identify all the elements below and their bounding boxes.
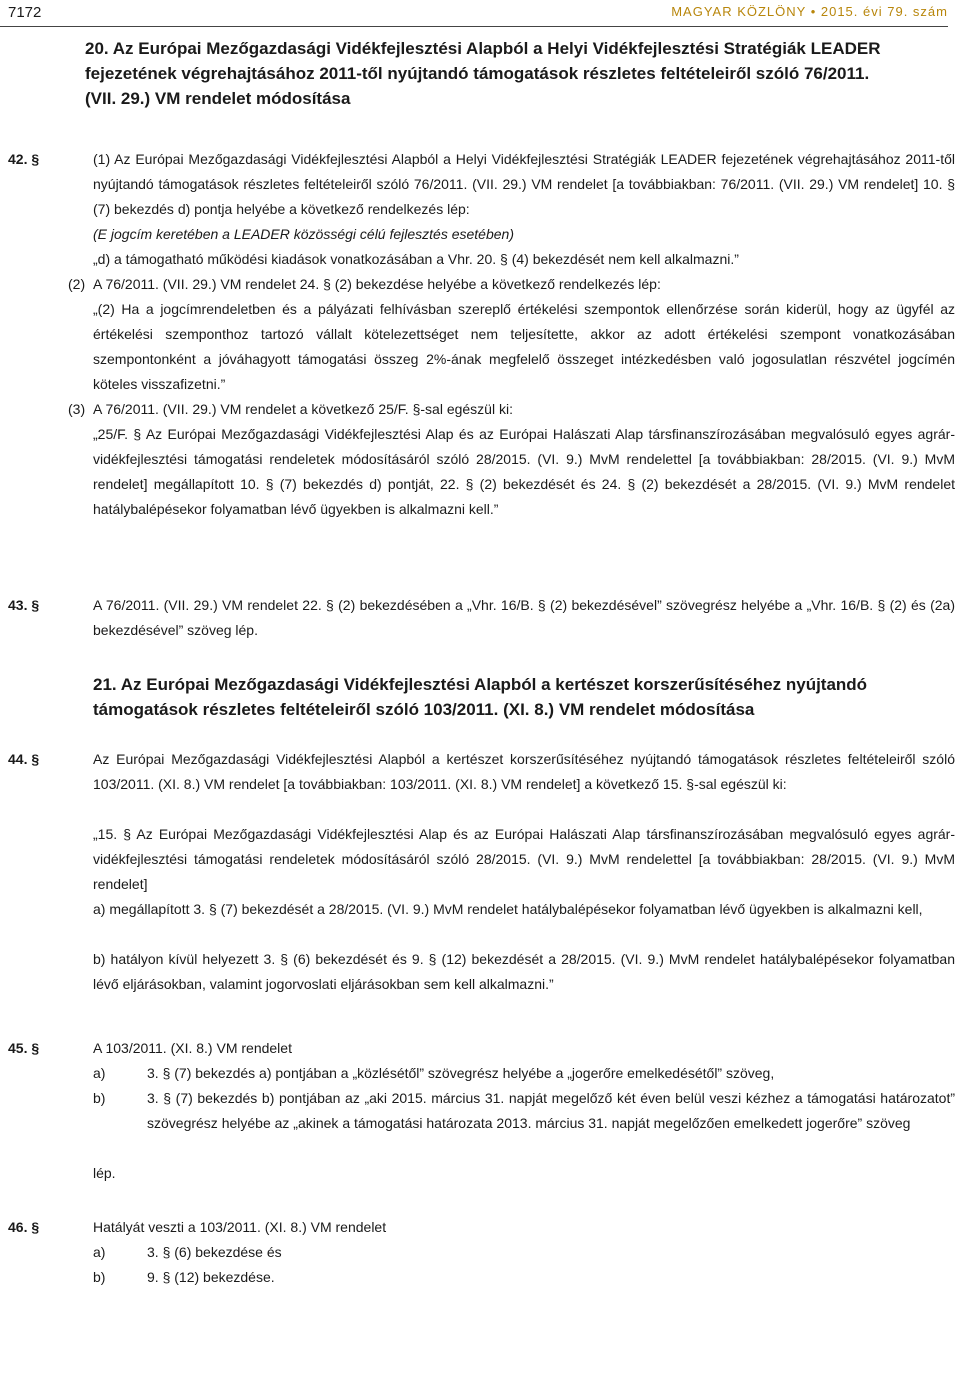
paragraph-42-3-quote: „25/F. § Az Európai Mezőgazdasági Vidékfejlesztési Alap és az Európai Halászati Alap társfinanszírozásában megvalósuló egyes agrár-vidékfejlesztési támogatási rendeletek módosításáról szóló 28/2015. (VI. 9.) MvM rendelettel [a továbbiakban: 28/2015. (VI. 9.) MvM rendelet] megállapított 10. § (7) bekezdés d) pontját, 22. § (2) bekezdését és 24. § (2) bekezdését a 28/2015. (VI. 9.) MvM rendelet hatálybalépésekor folyamatban lévő ügyekben is alkalmazni kell.” [93,426,955,517]
paragraph-46-point-b: 9. § (12) bekezdése. [147,1269,275,1285]
paragraph-43-number: 43. § [8,597,40,613]
journal-title: MAGYAR KÖZLÖNY • 2015. évi 79. szám [671,4,948,19]
paragraph-46-b-label: b) [93,1269,106,1285]
paragraph-42-2-quote: „(2) Ha a jogcímrendeletben és a pályázati felhívásban szereplő értékelési szempontok ellenőrzése során kiderül, hogy az ügyfél az értékelési szemponthoz tartozó vállalt kötelezettséget nem teljesítette, akkor az adott értékelési szempont vonatkozásában szempontonként a jóváhagyott támogatási összeg 2%-ának megfelelő összeget intézkedésben való jogosulatlan részvétel jogcímén köteles visszafizetni.” [93,301,955,392]
paragraph-42-1-italic: (E jogcím keretében a LEADER közösségi célú fejlesztés esetében) [93,226,514,242]
paragraph-44-quote: „15. § Az Európai Mezőgazdasági Vidékfejlesztési Alap és az Európai Halászati Alap társfinanszírozásában megvalósuló egyes agrár-vidékfejlesztési támogatási rendeletek módosításáról szóló 28/2015. (VI. 9.) MvM rendelettel [a továbbiakban: 28/2015. (VI. 9.) MvM rendelet] [93,826,955,892]
paragraph-42-1-quote: „d) a támogatható működési kiadások vonatkozásában a Vhr. 20. § (4) bekezdését nem kell alkalmazni.” [93,251,739,267]
paragraph-42-2-label: (2) [68,276,86,292]
paragraph-44-point-a: a) megállapított 3. § (7) bekezdését a 28/2015. (VI. 9.) MvM rendelet hatálybalépésekor folyamatban lévő ügyekben is alkalmazni kell, [93,901,923,917]
paragraph-44-point-b: b) hatályon kívül helyezett 3. § (6) bekezdését és 9. § (12) bekezdését a 28/2015. (VI. 9.) MvM rendelet hatálybalépésekor folyamatban lévő eljárásokban, valamint jogorvoslati eljárásokban sem kell alkalmazni.” [93,951,955,992]
paragraph-45-point-a: 3. § (7) bekezdés a) pontjában a „közlésétől” szövegrész helyébe a „jogerőre emelkedésétől” szöveg, [147,1065,775,1081]
paragraph-46-intro: Hatályát veszti a 103/2011. (XI. 8.) VM rendelet [93,1219,387,1235]
paragraph-42-1-text: (1) Az Európai Mezőgazdasági Vidékfejlesztési Alapból a Helyi Vidékfejlesztési Stratégiák LEADER fejezetének végrehajtásához 2011-től nyújtandó támogatások részletes feltételeiről szóló 76/2011. (VII. 29.) VM rendelet [a továbbiakban: 76/2011. (VII. 29.) VM rendelet] 10. § (7) bekezdés d) pontja helyébe a következő rendelkezés lép: [93,151,955,217]
header-divider [0,26,948,27]
paragraph-46-number: 46. § [8,1219,40,1235]
page-number: 7172 [8,4,42,21]
paragraph-46-a-label: a) [93,1244,106,1260]
paragraph-45-a-label: a) [93,1065,106,1081]
paragraph-42-2-text: A 76/2011. (VII. 29.) VM rendelet 24. § (2) bekezdése helyébe a következő rendelkezés lép: [93,276,661,292]
paragraph-44-number: 44. § [8,751,40,767]
paragraph-42-3-text: A 76/2011. (VII. 29.) VM rendelet a következő 25/F. §-sal egészül ki: [93,401,513,417]
paragraph-45-intro: A 103/2011. (XI. 8.) VM rendelet [93,1040,292,1056]
paragraph-45-number: 45. § [8,1040,40,1056]
paragraph-45-b-label: b) [93,1090,106,1106]
paragraph-44-text: Az Európai Mezőgazdasági Vidékfejlesztési Alapból a kertészet korszerűsítéséhez nyújtandó támogatások részletes feltételeiről szóló 103/2011. (XI. 8.) VM rendelet [a továbbiakban: 103/2011. (XI. 8.) VM rendelet] a következő 15. §-sal egészül ki: [93,751,955,792]
section-21-title: 21. Az Európai Mezőgazdasági Vidékfejlesztési Alapból a kertészet korszerűsítéséhez nyújtandó támogatások részletes feltételeiről szóló 103/2011. (XI. 8.) VM rendelet módosítása [93,675,868,719]
paragraph-45-end: lép. [93,1165,116,1181]
paragraph-42-3-label: (3) [68,401,86,417]
paragraph-42-number: 42. § [8,151,40,167]
paragraph-43-text: A 76/2011. (VII. 29.) VM rendelet 22. § (2) bekezdésében a „Vhr. 16/B. § (2) bekezdésével” szövegrész helyébe a „Vhr. 16/B. § (2) és (2a) bekezdésével” szöveg lép. [93,597,955,638]
paragraph-46-point-a: 3. § (6) bekezdése és [147,1244,282,1260]
paragraph-45-point-b: 3. § (7) bekezdés b) pontjában az „aki 2015. március 31. napját megelőző két éven belül veszi kézhez a támogatási határozatot” szövegrész helyébe az „akinek a támogatási határozata 2013. március 31. napját megelőzően emelkedett jogerőre” szöveg [147,1090,955,1131]
section-20-title: 20. Az Európai Mezőgazdasági Vidékfejlesztési Alapból a Helyi Vidékfejlesztési Stratégiák LEADER fejezetének végrehajtásához 2011-től nyújtandó támogatások részletes feltételeiről szóló 76/2011. (VII. 29.) VM rendelet módosítása [85,39,881,108]
